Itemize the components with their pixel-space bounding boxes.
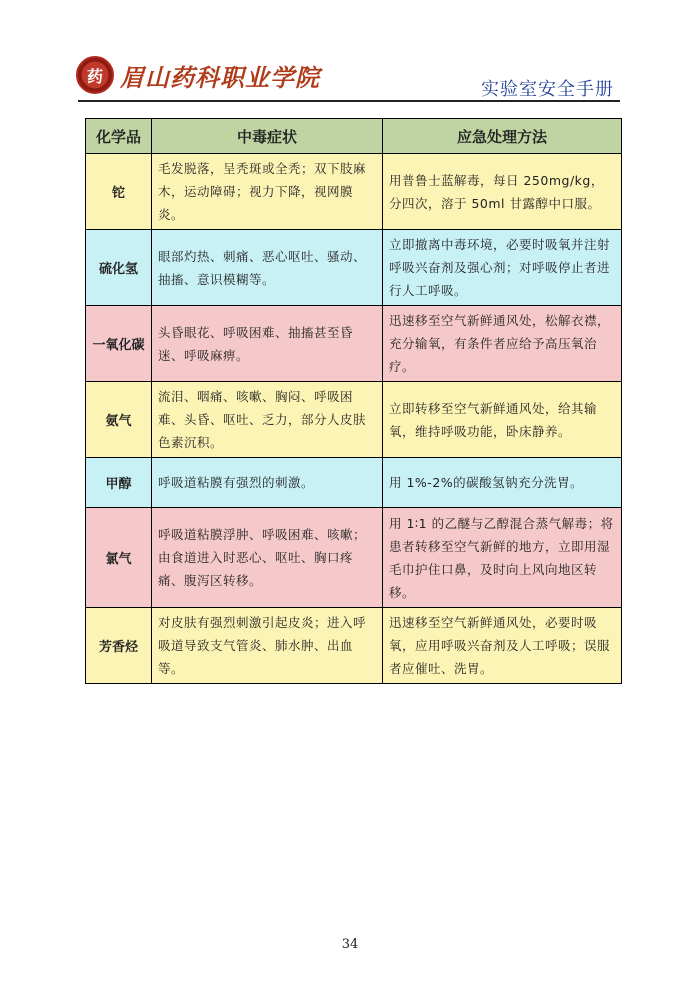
page-header xyxy=(0,0,700,110)
symptom-cell: 头昏眼花、呼吸困难、抽搐甚至昏迷、呼吸麻痹。 xyxy=(152,306,383,382)
treatment-cell: 立即转移至空气新鲜通风处，给其输氧，维持呼吸功能，卧床静养。 xyxy=(383,382,622,458)
header-chemical: 化学品 xyxy=(86,119,152,154)
table-row xyxy=(86,608,622,684)
table-row xyxy=(86,230,622,306)
treatment-cell: 用 1%-2%的碳酸氢钠充分洗胃。 xyxy=(383,458,622,508)
page-number: 34 xyxy=(341,937,359,952)
chemical-name: 硫化氢 xyxy=(86,230,152,306)
treatment-cell: 迅速移至空气新鲜通风处，松解衣襟，充分输氧，有条件者应给予高压氧治疗。 xyxy=(383,306,622,382)
chemical-name: 甲醇 xyxy=(86,458,152,508)
table-row xyxy=(86,458,622,508)
header-rule xyxy=(78,100,620,102)
chemical-name: 芳香烃 xyxy=(86,608,152,684)
symptom-cell: 呼吸道粘膜浮肿、呼吸困难、咳嗽；由食道进入时恶心、呕吐、胸口疼痛、腹泻区转移。 xyxy=(152,508,383,608)
table-row xyxy=(86,154,622,230)
chemical-poisoning-table xyxy=(85,118,622,684)
table-row xyxy=(86,508,622,608)
symptom-cell: 呼吸道粘膜有强烈的刺激。 xyxy=(152,458,383,508)
treatment-cell: 用普鲁士蓝解毒，每日 250mg/kg，分四次，溶于 50ml 甘露醇中口服。 xyxy=(383,154,622,230)
header-treatment: 应急处理方法 xyxy=(383,119,622,154)
treatment-cell: 迅速移至空气新鲜通风处，必要时吸氧，应用呼吸兴奋剂及人工呼吸；误服者应催吐、洗胃。 xyxy=(383,608,622,684)
table-row xyxy=(86,306,622,382)
symptom-cell: 毛发脱落，呈秃斑或全秃；双下肢麻木，运动障碍；视力下降，视网膜炎。 xyxy=(152,154,383,230)
symptom-cell: 流泪、咽痛、咳嗽、胸闷、呼吸困难、头昏、呕吐、乏力，部分人皮肤色素沉积。 xyxy=(152,382,383,458)
chemical-name: 氯气 xyxy=(86,508,152,608)
table-row xyxy=(86,382,622,458)
school-seal-icon: 药 xyxy=(76,56,114,94)
treatment-cell: 立即撤离中毒环境，必要时吸氧并注射呼吸兴奋剂及强心剂；对呼吸停止者进行人工呼吸。 xyxy=(383,230,622,306)
school-name: 眉山药科职业学院 xyxy=(120,62,320,92)
table-header-row xyxy=(86,119,622,154)
document-title: 实验室安全手册 xyxy=(481,79,614,100)
symptom-cell: 对皮肤有强烈刺激引起皮炎；进入呼吸道导致支气管炎、肺水肿、出血等。 xyxy=(152,608,383,684)
chemical-name: 一氧化碳 xyxy=(86,306,152,382)
symptom-cell: 眼部灼热、刺痛、恶心呕吐、骚动、抽搐、意识模糊等。 xyxy=(152,230,383,306)
chemical-name: 铊 xyxy=(86,154,152,230)
chemical-name: 氨气 xyxy=(86,382,152,458)
header-symptoms: 中毒症状 xyxy=(152,119,383,154)
school-logo xyxy=(76,56,320,94)
treatment-cell: 用 1∶1 的乙醚与乙醇混合蒸气解毒；将患者转移至空气新鲜的地方，立即用湿毛巾护住口鼻，及时向上风向地区转移。 xyxy=(383,508,622,608)
